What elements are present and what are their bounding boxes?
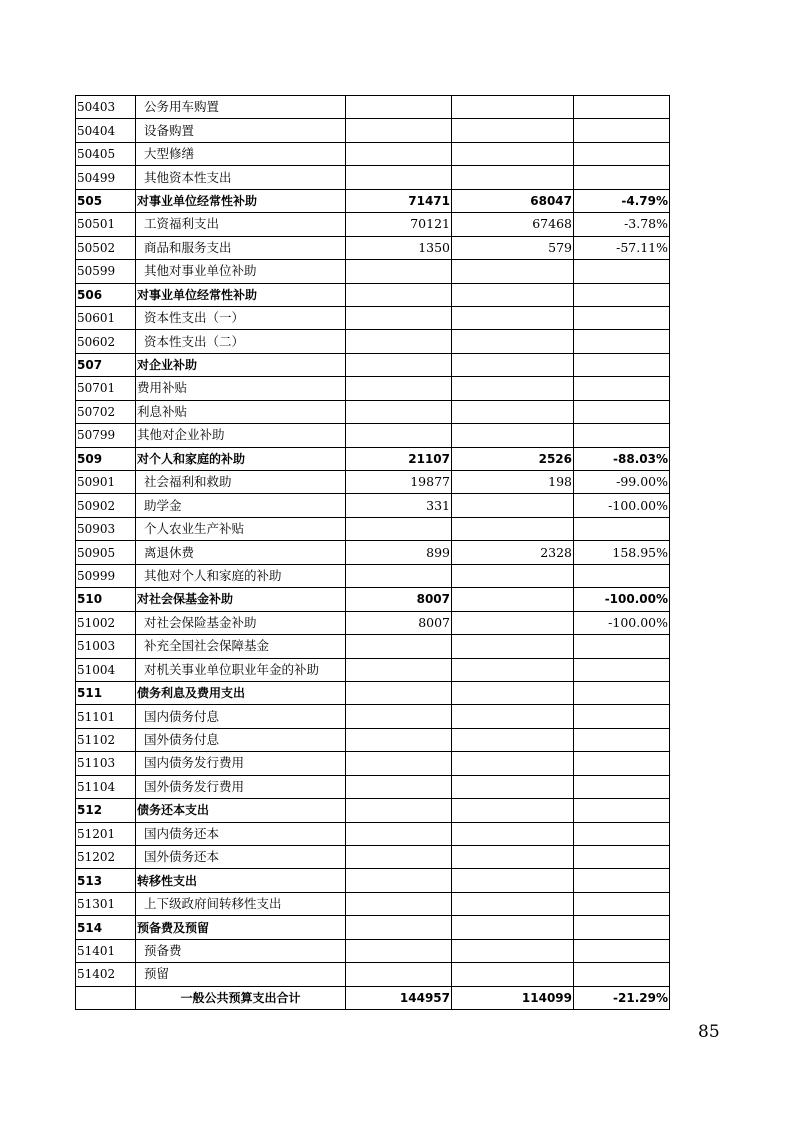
amount-prev-cell — [346, 635, 452, 658]
code-cell: 50702 — [76, 400, 136, 423]
code-cell: 505 — [76, 189, 136, 212]
change-rate-cell: -100.00% — [574, 611, 670, 634]
table-row — [76, 236, 670, 259]
change-rate-cell — [574, 916, 670, 939]
name-cell: 助学金 — [136, 494, 346, 517]
amount-curr-cell — [452, 588, 574, 611]
change-rate-cell — [574, 775, 670, 798]
amount-prev-cell: 8007 — [346, 588, 452, 611]
change-rate-cell — [574, 658, 670, 681]
code-cell: 50502 — [76, 236, 136, 259]
table-row — [76, 471, 670, 494]
code-cell: 51002 — [76, 611, 136, 634]
amount-curr-cell — [452, 681, 574, 704]
amount-curr-cell — [452, 96, 574, 119]
code-cell: 51402 — [76, 963, 136, 986]
change-rate-cell — [574, 260, 670, 283]
amount-prev-cell — [346, 400, 452, 423]
amount-curr-cell — [452, 119, 574, 142]
amount-curr-cell — [452, 424, 574, 447]
code-cell: 50799 — [76, 424, 136, 447]
name-cell: 个人农业生产补贴 — [136, 517, 346, 540]
amount-curr-cell — [452, 166, 574, 189]
amount-prev-cell — [346, 353, 452, 376]
name-cell: 债务还本支出 — [136, 799, 346, 822]
code-cell: 512 — [76, 799, 136, 822]
amount-prev-cell — [346, 681, 452, 704]
amount-curr-cell — [452, 658, 574, 681]
amount-prev-cell — [346, 119, 452, 142]
table-row — [76, 517, 670, 540]
table-row — [76, 424, 670, 447]
amount-curr-cell — [452, 752, 574, 775]
change-rate-cell — [574, 635, 670, 658]
amount-prev-cell — [346, 799, 452, 822]
code-cell: 507 — [76, 353, 136, 376]
amount-curr-cell: 68047 — [452, 189, 574, 212]
table-row — [76, 306, 670, 329]
code-cell: 51201 — [76, 822, 136, 845]
change-rate-cell: -88.03% — [574, 447, 670, 470]
change-rate-cell — [574, 963, 670, 986]
table-row — [76, 283, 670, 306]
code-cell: 50601 — [76, 306, 136, 329]
change-rate-cell — [574, 353, 670, 376]
name-cell: 对社会保险基金补助 — [136, 611, 346, 634]
table-row — [76, 728, 670, 751]
amount-curr-cell — [452, 260, 574, 283]
code-cell: 51102 — [76, 728, 136, 751]
name-cell: 对社会保基金补助 — [136, 588, 346, 611]
name-cell: 社会福利和救助 — [136, 471, 346, 494]
amount-curr-cell — [452, 517, 574, 540]
amount-curr-cell — [452, 306, 574, 329]
name-cell: 其他资本性支出 — [136, 166, 346, 189]
name-cell: 对事业单位经常性补助 — [136, 189, 346, 212]
amount-prev-cell — [346, 963, 452, 986]
amount-curr-cell: 2526 — [452, 447, 574, 470]
amount-curr-cell — [452, 728, 574, 751]
table-row — [76, 635, 670, 658]
change-rate-cell — [574, 377, 670, 400]
name-cell: 对事业单位经常性补助 — [136, 283, 346, 306]
table-row — [76, 96, 670, 119]
code-cell: 51301 — [76, 892, 136, 915]
name-cell: 预备费及预留 — [136, 916, 346, 939]
amount-curr-cell — [452, 611, 574, 634]
table-row — [76, 658, 670, 681]
amount-curr-cell — [452, 916, 574, 939]
name-cell: 大型修缮 — [136, 142, 346, 165]
code-cell: 513 — [76, 869, 136, 892]
name-cell: 工资福利支出 — [136, 213, 346, 236]
amount-prev-cell — [346, 728, 452, 751]
table-row — [76, 213, 670, 236]
change-rate-cell: 158.95% — [574, 541, 670, 564]
budget-expenditure-table — [75, 95, 670, 1010]
table-row — [76, 494, 670, 517]
amount-prev-cell — [346, 869, 452, 892]
amount-prev-cell: 144957 — [346, 986, 452, 1009]
change-rate-cell — [574, 96, 670, 119]
amount-prev-cell — [346, 96, 452, 119]
name-cell: 国外债务还本 — [136, 846, 346, 869]
change-rate-cell: -21.29% — [574, 986, 670, 1009]
code-cell: 506 — [76, 283, 136, 306]
name-cell: 国内债务还本 — [136, 822, 346, 845]
amount-curr-cell — [452, 892, 574, 915]
amount-prev-cell: 1350 — [346, 236, 452, 259]
amount-curr-cell — [452, 564, 574, 587]
name-cell: 资本性支出（二） — [136, 330, 346, 353]
amount-curr-cell: 114099 — [452, 986, 574, 1009]
change-rate-cell — [574, 306, 670, 329]
code-cell: 511 — [76, 681, 136, 704]
name-cell: 离退休费 — [136, 541, 346, 564]
amount-prev-cell — [346, 775, 452, 798]
name-cell: 资本性支出（一） — [136, 306, 346, 329]
table-row — [76, 705, 670, 728]
name-cell: 上下级政府间转移性支出 — [136, 892, 346, 915]
change-rate-cell: -100.00% — [574, 494, 670, 517]
amount-curr-cell — [452, 283, 574, 306]
table-row — [76, 142, 670, 165]
page-number: 85 — [698, 1022, 720, 1042]
amount-prev-cell — [346, 846, 452, 869]
change-rate-cell — [574, 142, 670, 165]
code-cell — [76, 986, 136, 1009]
amount-curr-cell — [452, 869, 574, 892]
name-cell: 其他对事业单位补助 — [136, 260, 346, 283]
code-cell: 514 — [76, 916, 136, 939]
amount-prev-cell — [346, 283, 452, 306]
table-row — [76, 400, 670, 423]
change-rate-cell — [574, 939, 670, 962]
amount-prev-cell — [346, 822, 452, 845]
change-rate-cell — [574, 705, 670, 728]
table-row — [76, 916, 670, 939]
amount-curr-cell — [452, 330, 574, 353]
table-row — [76, 892, 670, 915]
table-row — [76, 799, 670, 822]
change-rate-cell — [574, 283, 670, 306]
change-rate-cell — [574, 330, 670, 353]
amount-curr-cell — [452, 799, 574, 822]
code-cell: 50903 — [76, 517, 136, 540]
table-row — [76, 541, 670, 564]
name-cell: 国外债务付息 — [136, 728, 346, 751]
name-cell: 预留 — [136, 963, 346, 986]
table-row — [76, 986, 670, 1009]
change-rate-cell — [574, 564, 670, 587]
name-cell: 商品和服务支出 — [136, 236, 346, 259]
amount-prev-cell — [346, 260, 452, 283]
code-cell: 51202 — [76, 846, 136, 869]
amount-prev-cell — [346, 916, 452, 939]
change-rate-cell — [574, 119, 670, 142]
change-rate-cell: -3.78% — [574, 213, 670, 236]
amount-prev-cell — [346, 142, 452, 165]
amount-prev-cell — [346, 330, 452, 353]
table-row — [76, 189, 670, 212]
change-rate-cell — [574, 799, 670, 822]
amount-curr-cell: 198 — [452, 471, 574, 494]
amount-prev-cell — [346, 752, 452, 775]
change-rate-cell — [574, 681, 670, 704]
change-rate-cell — [574, 400, 670, 423]
amount-prev-cell — [346, 892, 452, 915]
amount-prev-cell — [346, 306, 452, 329]
name-cell: 补充全国社会保障基金 — [136, 635, 346, 658]
table-row — [76, 822, 670, 845]
name-cell: 国内债务发行费用 — [136, 752, 346, 775]
amount-prev-cell — [346, 166, 452, 189]
code-cell: 51101 — [76, 705, 136, 728]
amount-prev-cell: 71471 — [346, 189, 452, 212]
table-row — [76, 353, 670, 376]
table-row — [76, 166, 670, 189]
amount-prev-cell: 21107 — [346, 447, 452, 470]
table-row — [76, 869, 670, 892]
table-row — [76, 752, 670, 775]
code-cell: 509 — [76, 447, 136, 470]
name-cell: 国内债务付息 — [136, 705, 346, 728]
amount-curr-cell — [452, 705, 574, 728]
amount-curr-cell — [452, 400, 574, 423]
amount-prev-cell — [346, 377, 452, 400]
name-cell: 设备购置 — [136, 119, 346, 142]
name-cell: 一般公共预算支出合计 — [136, 986, 346, 1009]
code-cell: 51004 — [76, 658, 136, 681]
amount-curr-cell: 67468 — [452, 213, 574, 236]
name-cell: 对个人和家庭的补助 — [136, 447, 346, 470]
amount-curr-cell — [452, 142, 574, 165]
name-cell: 费用补贴 — [136, 377, 346, 400]
change-rate-cell — [574, 424, 670, 447]
name-cell: 国外债务发行费用 — [136, 775, 346, 798]
table-row — [76, 377, 670, 400]
code-cell: 50602 — [76, 330, 136, 353]
change-rate-cell — [574, 166, 670, 189]
change-rate-cell: -4.79% — [574, 189, 670, 212]
table-row — [76, 846, 670, 869]
code-cell: 50999 — [76, 564, 136, 587]
code-cell: 50905 — [76, 541, 136, 564]
change-rate-cell — [574, 846, 670, 869]
amount-prev-cell — [346, 658, 452, 681]
table-row — [76, 447, 670, 470]
name-cell: 利息补贴 — [136, 400, 346, 423]
table-row — [76, 775, 670, 798]
table-row — [76, 564, 670, 587]
code-cell: 51003 — [76, 635, 136, 658]
code-cell: 50599 — [76, 260, 136, 283]
amount-curr-cell: 2328 — [452, 541, 574, 564]
code-cell: 50403 — [76, 96, 136, 119]
amount-curr-cell — [452, 775, 574, 798]
name-cell: 公务用车购置 — [136, 96, 346, 119]
table-row — [76, 260, 670, 283]
change-rate-cell: -100.00% — [574, 588, 670, 611]
amount-prev-cell: 899 — [346, 541, 452, 564]
change-rate-cell — [574, 728, 670, 751]
amount-curr-cell — [452, 494, 574, 517]
name-cell: 预备费 — [136, 939, 346, 962]
table-row — [76, 939, 670, 962]
name-cell: 其他对个人和家庭的补助 — [136, 564, 346, 587]
amount-curr-cell — [452, 635, 574, 658]
code-cell: 50501 — [76, 213, 136, 236]
name-cell: 债务利息及费用支出 — [136, 681, 346, 704]
change-rate-cell: -57.11% — [574, 236, 670, 259]
amount-prev-cell — [346, 705, 452, 728]
code-cell: 50404 — [76, 119, 136, 142]
amount-prev-cell — [346, 564, 452, 587]
code-cell: 510 — [76, 588, 136, 611]
amount-curr-cell — [452, 822, 574, 845]
name-cell: 其他对企业补助 — [136, 424, 346, 447]
table-row — [76, 611, 670, 634]
amount-prev-cell — [346, 424, 452, 447]
change-rate-cell — [574, 892, 670, 915]
name-cell: 对企业补助 — [136, 353, 346, 376]
code-cell: 51103 — [76, 752, 136, 775]
amount-prev-cell — [346, 939, 452, 962]
amount-curr-cell — [452, 939, 574, 962]
table-row — [76, 119, 670, 142]
amount-curr-cell: 579 — [452, 236, 574, 259]
amount-curr-cell — [452, 963, 574, 986]
change-rate-cell: -99.00% — [574, 471, 670, 494]
name-cell: 转移性支出 — [136, 869, 346, 892]
code-cell: 50405 — [76, 142, 136, 165]
code-cell: 51401 — [76, 939, 136, 962]
amount-curr-cell — [452, 846, 574, 869]
code-cell: 50499 — [76, 166, 136, 189]
code-cell: 50902 — [76, 494, 136, 517]
amount-prev-cell: 8007 — [346, 611, 452, 634]
table-row — [76, 681, 670, 704]
table-row — [76, 963, 670, 986]
amount-prev-cell: 331 — [346, 494, 452, 517]
code-cell: 50901 — [76, 471, 136, 494]
code-cell: 50701 — [76, 377, 136, 400]
code-cell: 51104 — [76, 775, 136, 798]
table-row — [76, 588, 670, 611]
change-rate-cell — [574, 822, 670, 845]
name-cell: 对机关事业单位职业年金的补助 — [136, 658, 346, 681]
amount-prev-cell: 70121 — [346, 213, 452, 236]
amount-prev-cell: 19877 — [346, 471, 452, 494]
change-rate-cell — [574, 517, 670, 540]
table-row — [76, 330, 670, 353]
change-rate-cell — [574, 869, 670, 892]
change-rate-cell — [574, 752, 670, 775]
amount-curr-cell — [452, 353, 574, 376]
amount-curr-cell — [452, 377, 574, 400]
amount-prev-cell — [346, 517, 452, 540]
